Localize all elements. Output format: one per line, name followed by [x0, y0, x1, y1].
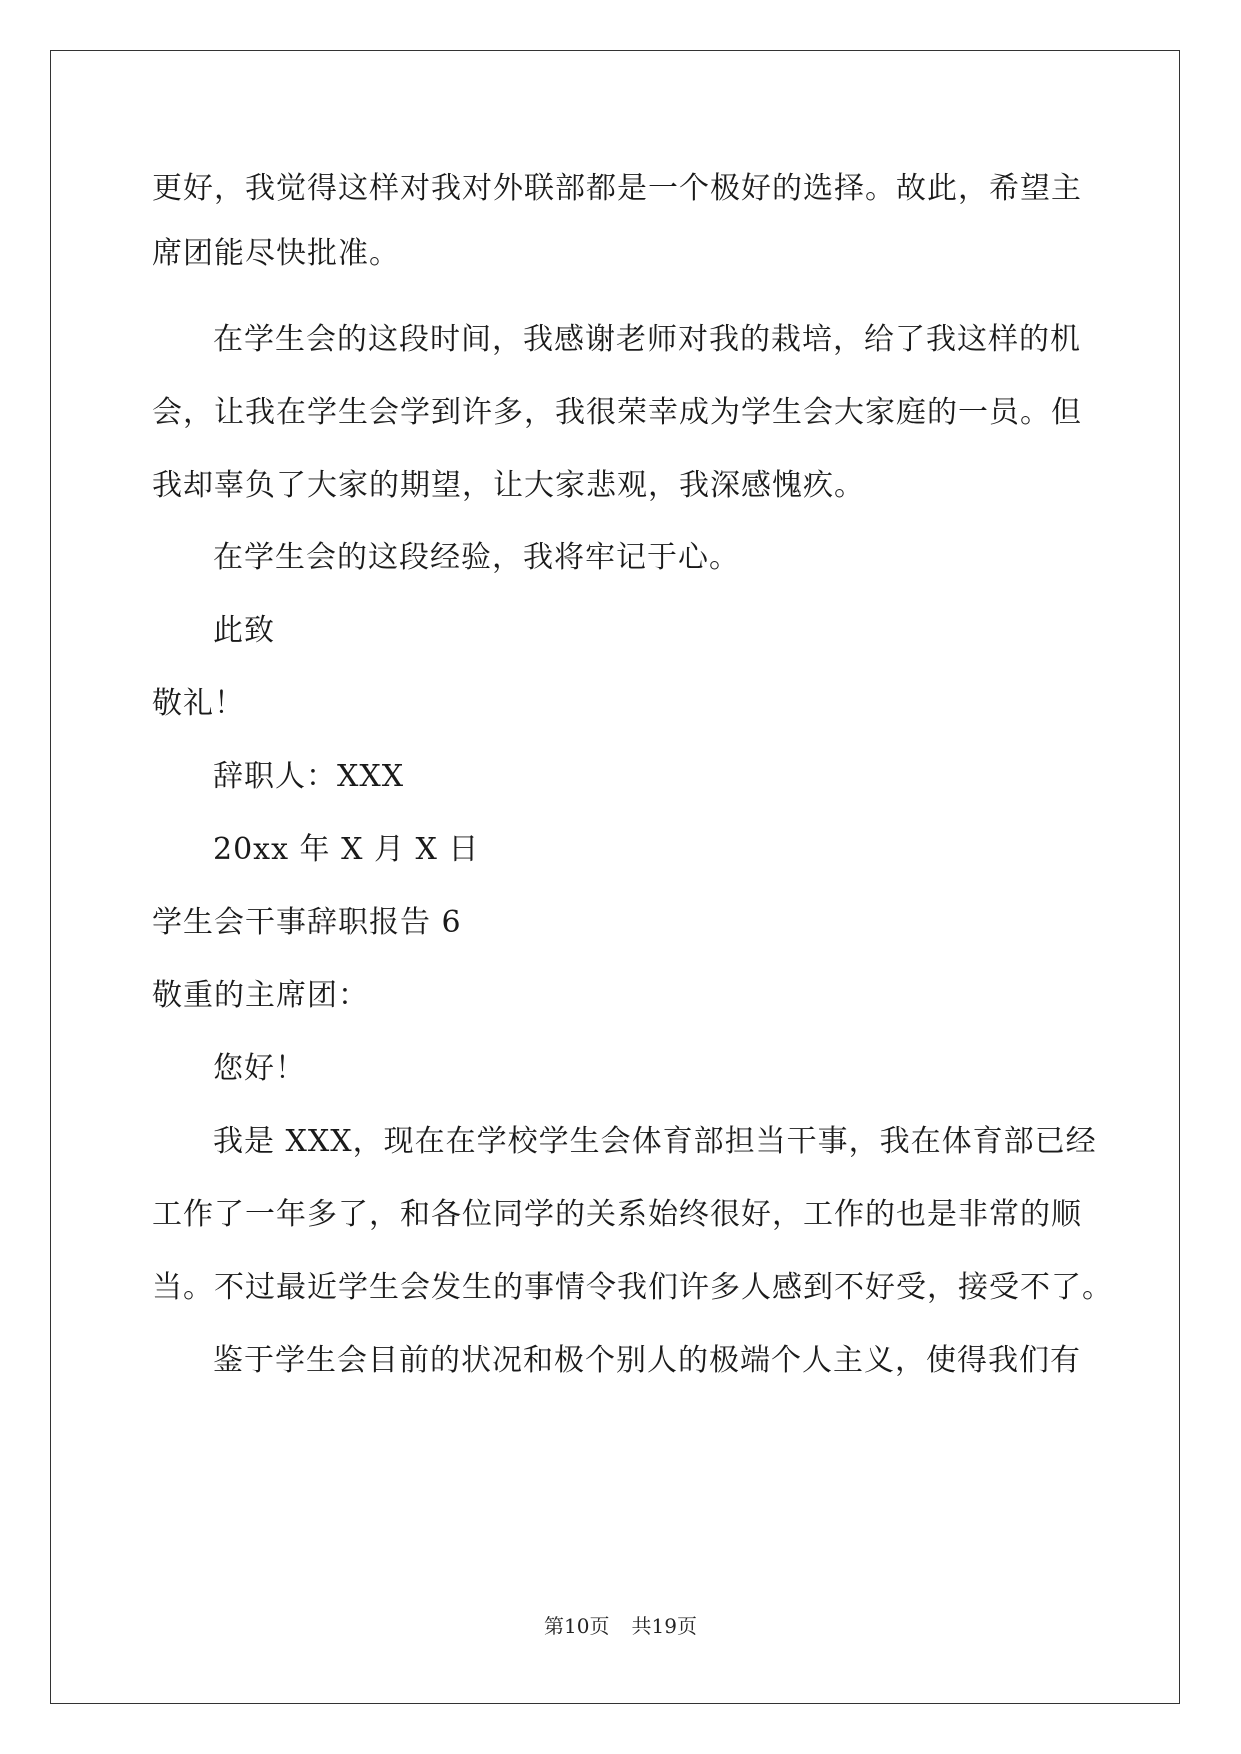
paragraph-line: 我是 XXX，现在在学校学生会体育部担当干事，我在体育部已经 [213, 1124, 1097, 1159]
page-number-current: 第10页 [544, 1614, 610, 1638]
text-line: 工作了一年多了，和各位同学的关系始终很好，工作的也是非常的顺 [152, 1197, 1082, 1232]
page-footer [0, 1614, 1241, 1638]
paragraph-line: 鉴于学生会目前的状况和极个别人的极端个人主义，使得我们有 [213, 1343, 1081, 1378]
closing-regards: 敬礼！ [152, 686, 245, 721]
greeting-recipient: 敬重的主席团： [152, 978, 369, 1013]
signature-line: 辞职人：XXX [213, 759, 405, 794]
text-line: 我却辜负了大家的期望，让大家悲观，我深感愧疚。 [152, 468, 865, 503]
page-number-total: 共19页 [631, 1614, 697, 1638]
closing-salutation: 此致 [213, 613, 275, 648]
paragraph-line: 在学生会的这段时间，我感谢老师对我的栽培，给了我这样的机 [213, 322, 1081, 357]
text-line: 会，让我在学生会学到许多，我很荣幸成为学生会大家庭的一员。但 [152, 395, 1082, 430]
page-border [50, 50, 1180, 1704]
text-line: 席团能尽快批准。 [152, 236, 400, 271]
text-line: 当。不过最近学生会发生的事情令我们许多人感到不好受，接受不了。 [152, 1270, 1113, 1305]
greeting: 您好！ [213, 1051, 306, 1086]
paragraph-line: 在学生会的这段经验，我将牢记于心。 [213, 540, 740, 575]
text-line: 更好，我觉得这样对我对外联部都是一个极好的选择。故此，希望主 [152, 171, 1082, 206]
section-heading: 学生会干事辞职报告 6 [152, 905, 462, 940]
date-line: 20xx 年 X 月 X 日 [213, 832, 480, 867]
